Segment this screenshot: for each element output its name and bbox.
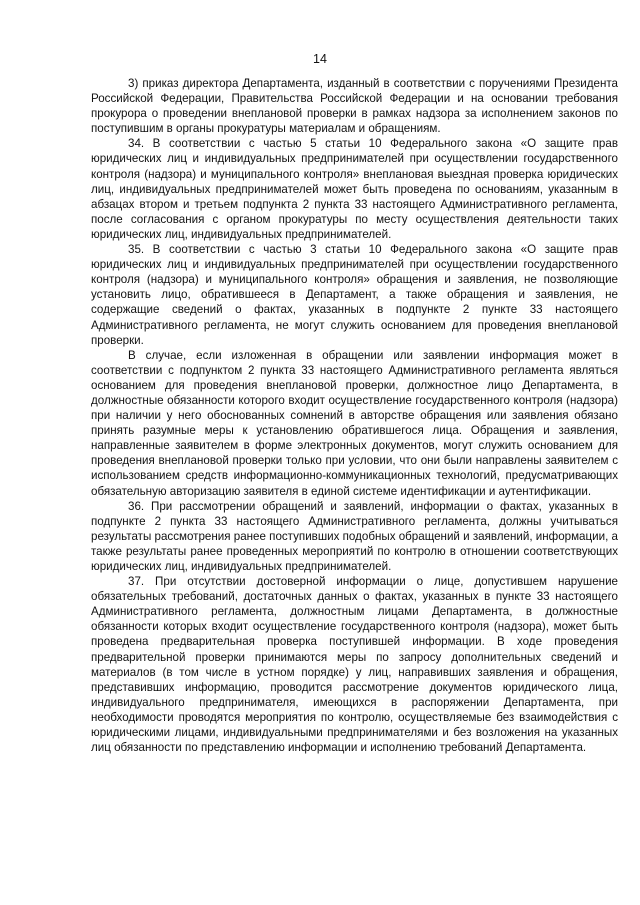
document-body (91, 76, 618, 755)
paragraph-37: 37. При отсутствии достоверной информации о лице, допустившем нарушение обязательных требований, достаточных данных о фактах, указанных в пункте 33 настоящего Административного регламента, должностным лицами Департамента, в должностные обязанности которых входит осуществление государственного контроля (надзора), может быть проведена предварительная проверка поступившей информации. В ходе проведения предварительной проверки принимаются меры по запросу дополнительных сведений и материалов (в том числе в устном порядке) у лиц, направивших заявления и обращения, представивших информацию, проводится рассмотрение документов юридического лица, индивидуального предпринимателя, имеющихся в распоряжении Департамента, при необходимости проводятся мероприятия по контролю, осуществляемые без взаимодействия с юридическими лицами, индивидуальными предпринимателями и без возложения на указанных лиц обязанности по представлению информации и исполнению требований Департамента. (91, 575, 618, 755)
paragraph-34: 34. В соответствии с частью 5 статьи 10 Федерального закона «О защите прав юридических лиц и индивидуальных предпринимателей при осуществлении государственного контроля (надзора) и муниципального контроля» внеплановая выездная проверка юридических лиц, индивидуальных предпринимателей может быть проведена по основаниям, указанным в абзацах втором и третьем подпункта 2 пункта 33 настоящего Административного регламента, после согласования с органом прокуратуры по месту осуществления деятельности таких юридических лиц, индивидуальных предпринимателей. (91, 137, 618, 241)
page-number: 14 (313, 52, 327, 66)
paragraph-36: 36. При рассмотрении обращений и заявлений, информации о фактах, указанных в подпункте 2 пункта 33 настоящего Административного регламента, должны учитываться результаты рассмотрения ранее поступивших подобных обращений и заявлений, информации, а также результаты ранее проведенных мероприятий по контролю в отношении соответствующих юридических лиц, индивидуальных предпринимателей. (91, 499, 618, 573)
paragraph-35: 35. В соответствии с частью 3 статьи 10 Федерального закона «О защите прав юридических лиц и индивидуальных предпринимателей при осуществлении государственного контроля (надзора) и муниципального контроля» обращения и заявления, не позволяющие установить лицо, обратившееся в Департамент, а также обращения и заявления, не содержащие сведений о фактах, указанных в подпункте 2 пункте 33 настоящего Административного регламента, не могут служить основанием для проведения внеплановой проверки. (91, 243, 618, 347)
paragraph-item-3-order: 3) приказ директора Департамента, изданный в соответствии с поручениями Президента Российской Федерации, Правительства Российской Федерации и на основании требования прокурора о проведении внеплановой проверки в рамках надзора за исполнением законов по поступившим в органы прокуратуры материалам и обращениям. (91, 77, 618, 136)
paragraph-35-continued: В случае, если изложенная в обращении или заявлении информация может в соответствии с подпунктом 2 пункта 33 настоящего Административного регламента являться основанием для проведения внеплановой проверки, должностное лицо Департамента, в должностные обязанности которого входит осуществление государственного контроля (надзора) при наличии у него обоснованных сомнений в авторстве обращения или заявления обязано принять разумные меры к установлению обратившегося лица. Обращения и заявления, направленные заявителем в форме электронных документов, могут служить основанием для проведения внеплановой проверки только при условии, что они были направлены заявителем с использованием средств информационно-коммуникационных технологий, предусматривающих обязательную авторизацию заявителя в единой системе идентификации и аутентификации. (91, 348, 618, 498)
